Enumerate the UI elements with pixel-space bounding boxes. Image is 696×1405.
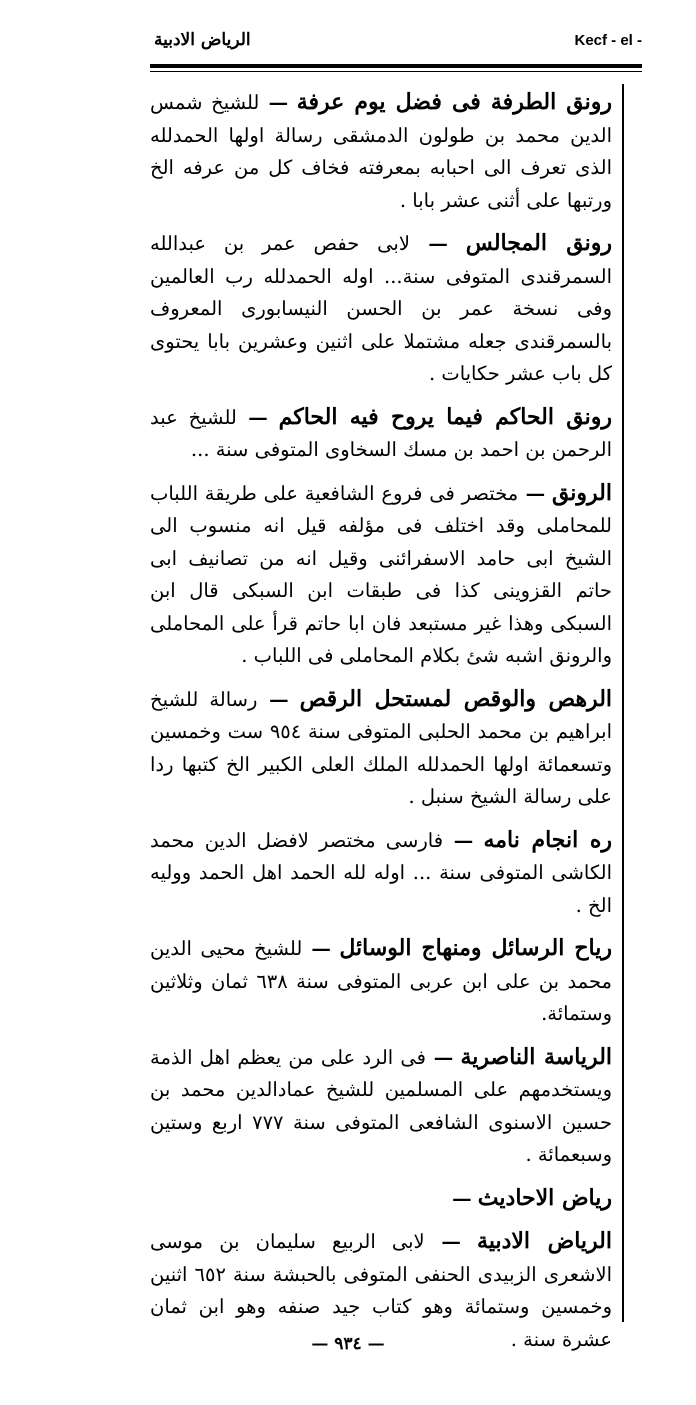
entry-title: الرياسة الناصرية	[460, 1043, 613, 1070]
header-rule-thin	[150, 71, 642, 72]
entry	[150, 401, 612, 467]
entry-text: للشيخ عبد الرحمن بن احمد بن مسك السخاوى المتوفى سنة ...	[150, 405, 612, 461]
entry-dash: —	[257, 687, 289, 711]
entry-text: رسالة للشيخ ابراهيم بن محمد الحلبى المتوفى سنة ٩٥٤ ست وخمسين وتسعمائة اولها الحمدلله الملك العلى الكبير الخ كتبها ردا على رسالة الشيخ سنبل .	[150, 687, 612, 808]
entry	[150, 86, 612, 217]
entry-text: للشيخ شمس الدين محمد بن طولون الدمشقى رسالة اولها الحمدلله الذى تعرف الى احبابه بمعرفته فخاف كل من عرفه الخ ورتبها على أثنى عشر بابا .	[150, 91, 612, 212]
column-rule	[622, 84, 624, 1322]
entry-title: رونق الحاكم فيما يروح فيه الحاكم	[278, 403, 612, 430]
entry-title: الرونق	[551, 479, 612, 506]
entry-title: ره انجام نامه	[483, 826, 613, 853]
entry-dash: —	[259, 91, 289, 114]
page-header	[150, 30, 642, 64]
entries-list	[150, 86, 612, 1366]
running-title: الرياض الادبية	[154, 30, 251, 50]
entry	[150, 227, 612, 391]
entry-text: لابى الربيع سليمان بن موسى الاشعرى الزبيدى الحنفى المتوفى بالحبشة سنة ٦٥٢ اثنين وخمسين وستمائة وهو كتاب جيد صنفه وهو ابن ثمان عشرة سنة .	[150, 1230, 612, 1351]
entry-title: الرياض الادبية	[477, 1228, 613, 1254]
page-number: — ٩٣٤ —	[311, 1334, 385, 1354]
entry-dash: —	[452, 1186, 472, 1210]
entry	[150, 824, 612, 923]
entry	[150, 932, 612, 1031]
entry-text: لابى حفص عمر بن عبدالله السمرقندى المتوفى سنة... اوله الحمدلله رب العالمين وفى نسخة عمر بن الحسن النيسابورى المعروف بالسمرقندى جعله مشتملا على اثنين وعشرين بابا يحتوى كل باب عشر حكايات .	[150, 232, 612, 385]
entry-dash: —	[443, 828, 474, 852]
entry-text: مختصر فى فروع الشافعية على طريقة اللباب للمحاملى وقد اختلف فى مؤلفه قيل انه منسوب الى الشيخ ابى حامد الاسفرائنى وقيل انه من تصانيف ابى حاتم القزوينى كذا فى طبقات ابن السبكى قال ابن السبكى وهذا غير مستبعد فان ابا حاتم قرأ على المحاملى والرونق اشبه شئ بكلام المحاملى فى اللباب .	[150, 481, 612, 667]
section-label: Kecf - el -	[574, 32, 642, 49]
entry-text: للشيخ محيى الدين محمد بن على ابن عربى المتوفى سنة ٦٣٨ ثمان وثلاثين وستمائة.	[150, 937, 612, 1025]
entry-title: رونق المجالس	[465, 230, 612, 256]
entry-dash: —	[409, 232, 448, 255]
entry-text: فى الرد على من يعظم اهل الذمة ويستخدمهم على المسلمين للشيخ عمادالدين محمد بن حسين الاسنوى الشافعى المتوفى سنة ٧٧٧ اربع وستين وسبعمائة .	[150, 1045, 613, 1166]
entry-dash: —	[302, 937, 331, 960]
entry-dash: —	[518, 481, 546, 505]
entry-title: رونق الطرفة فى فضل يوم عرفة	[296, 89, 613, 115]
entry	[150, 1182, 612, 1216]
entry	[150, 477, 612, 673]
entry-dash: —	[425, 1045, 454, 1069]
header-rule-thick	[150, 64, 642, 68]
entry	[150, 683, 612, 814]
entry-text: فارسى مختصر لافضل الدين محمد الكاشى المتوفى سنة ... اوله لله الحمد اهل الحمد ووليه الخ .	[150, 828, 612, 917]
entry-dash: —	[236, 405, 268, 429]
entry-title: رياض الاحاديث	[477, 1184, 612, 1211]
entry-title: الرهص والوقص لمستحل الرقص	[299, 685, 613, 712]
entry-dash: —	[424, 1230, 461, 1253]
entry	[150, 1041, 612, 1172]
entry-title: رياح الرسائل ومنهاج الوسائل	[339, 935, 612, 961]
